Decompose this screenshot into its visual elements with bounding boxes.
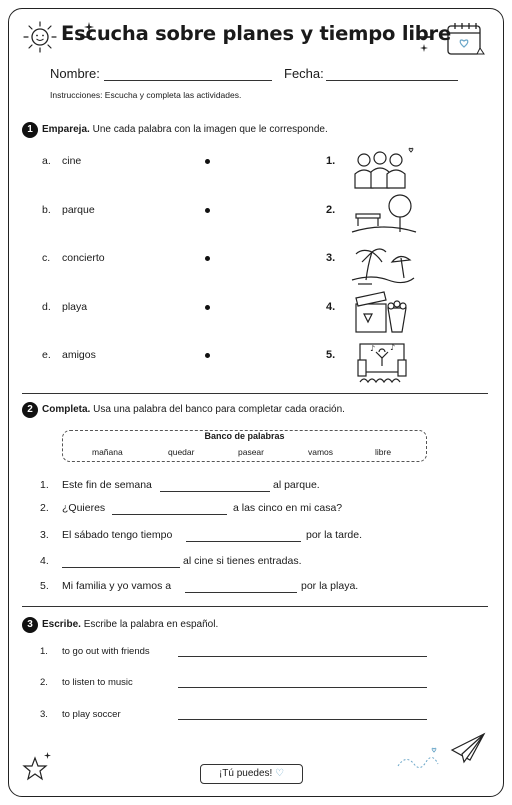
match-word: amigos [62, 349, 96, 361]
sentence-number: 5. [40, 580, 49, 592]
sparkle-icon [44, 752, 51, 759]
answer-blank[interactable] [185, 592, 297, 593]
concert-icon [356, 338, 408, 384]
bank-word: quedar [168, 447, 195, 457]
match-number: 1. [326, 155, 336, 167]
match-letter: b. [42, 204, 51, 216]
sentence-end: a las cinco en mi casa? [233, 502, 343, 514]
encouragement-text: ¡Tú puedes! [218, 768, 273, 779]
prompt-number: 1. [40, 646, 48, 657]
bank-word: libre [375, 447, 392, 457]
answer-blank[interactable] [62, 567, 180, 568]
section-heading: Empareja. Une cada palabra con la imagen que le corresponde. [42, 124, 328, 135]
answer-line[interactable] [178, 687, 427, 688]
match-dot[interactable] [205, 208, 210, 213]
bank-word: vamos [308, 447, 334, 457]
sentence-end: por la tarde. [306, 529, 363, 541]
answer-line[interactable] [178, 719, 427, 720]
paper-plane-icon [396, 730, 488, 776]
sparkle-icon [420, 44, 428, 52]
match-word: parque [62, 204, 95, 216]
section-heading: Completa. Usa una palabra del banco para completar cada oración. [42, 404, 345, 415]
friends-icon [352, 148, 416, 190]
match-word: playa [62, 301, 88, 313]
sentence-number: 2. [40, 502, 49, 514]
section-number: 1 [22, 122, 38, 138]
sentence-start: Este fin de semana [62, 479, 152, 491]
svg-text:♪: ♪ [370, 344, 376, 353]
match-number: 2. [326, 204, 336, 216]
match-dot[interactable] [205, 256, 210, 261]
park-icon [352, 192, 416, 236]
prompt-number: 2. [40, 677, 48, 688]
match-letter: e. [42, 349, 51, 361]
cinema-icon [354, 290, 410, 336]
match-number: 4. [326, 301, 336, 313]
date-label: Fecha: [284, 66, 324, 81]
answer-blank[interactable] [160, 491, 270, 492]
section-heading: Escribe. Escribe la palabra en español. [42, 619, 219, 630]
section-divider [22, 393, 488, 394]
match-word: cine [62, 155, 82, 167]
bank-word: mañana [92, 447, 123, 457]
heart-icon: ♡ [275, 768, 285, 779]
word-bank-title: Banco de palabras [204, 431, 285, 441]
match-word: concierto [62, 252, 105, 264]
name-label: Nombre: [50, 66, 100, 81]
answer-line[interactable] [178, 656, 427, 657]
answer-blank[interactable] [112, 514, 227, 515]
match-number: 5. [326, 349, 336, 361]
prompt-text: to listen to music [62, 677, 133, 688]
bank-word: pasear [238, 447, 264, 457]
sentence-number: 3. [40, 529, 49, 541]
sentence-number: 4. [40, 555, 49, 567]
sentence-end: al parque. [273, 479, 320, 491]
page-title: Escucha sobre planes y tiempo libre [60, 22, 452, 45]
sentence-end: por la playa. [301, 580, 359, 592]
name-field[interactable] [104, 80, 272, 81]
answer-blank[interactable] [186, 541, 301, 542]
prompt-text: to go out with friends [62, 646, 150, 657]
match-dot[interactable] [205, 305, 210, 310]
svg-text:♪: ♪ [390, 343, 396, 352]
section-number: 2 [22, 402, 38, 418]
match-dot[interactable] [205, 159, 210, 164]
sentence-end: al cine si tienes entradas. [183, 555, 302, 567]
sentence-start: Mi familia y yo vamos a [62, 580, 172, 592]
match-letter: c. [42, 252, 51, 264]
section-number: 3 [22, 617, 38, 633]
encouragement-badge [200, 764, 303, 784]
beach-icon [352, 244, 414, 286]
section-divider [22, 606, 488, 607]
sentence-number: 1. [40, 479, 49, 491]
prompt-number: 3. [40, 709, 48, 720]
match-letter: d. [42, 301, 51, 313]
date-field[interactable] [326, 80, 458, 81]
match-letter: a. [42, 155, 51, 167]
sentence-start: El sábado tengo tiempo [62, 529, 173, 541]
match-number: 3. [326, 252, 336, 264]
star-icon [22, 756, 48, 782]
prompt-text: to play soccer [62, 709, 121, 720]
sentence-start: ¿Quieres [62, 502, 106, 514]
match-dot[interactable] [205, 353, 210, 358]
instructions: Instrucciones: Escucha y completa las actividades. [50, 90, 242, 100]
